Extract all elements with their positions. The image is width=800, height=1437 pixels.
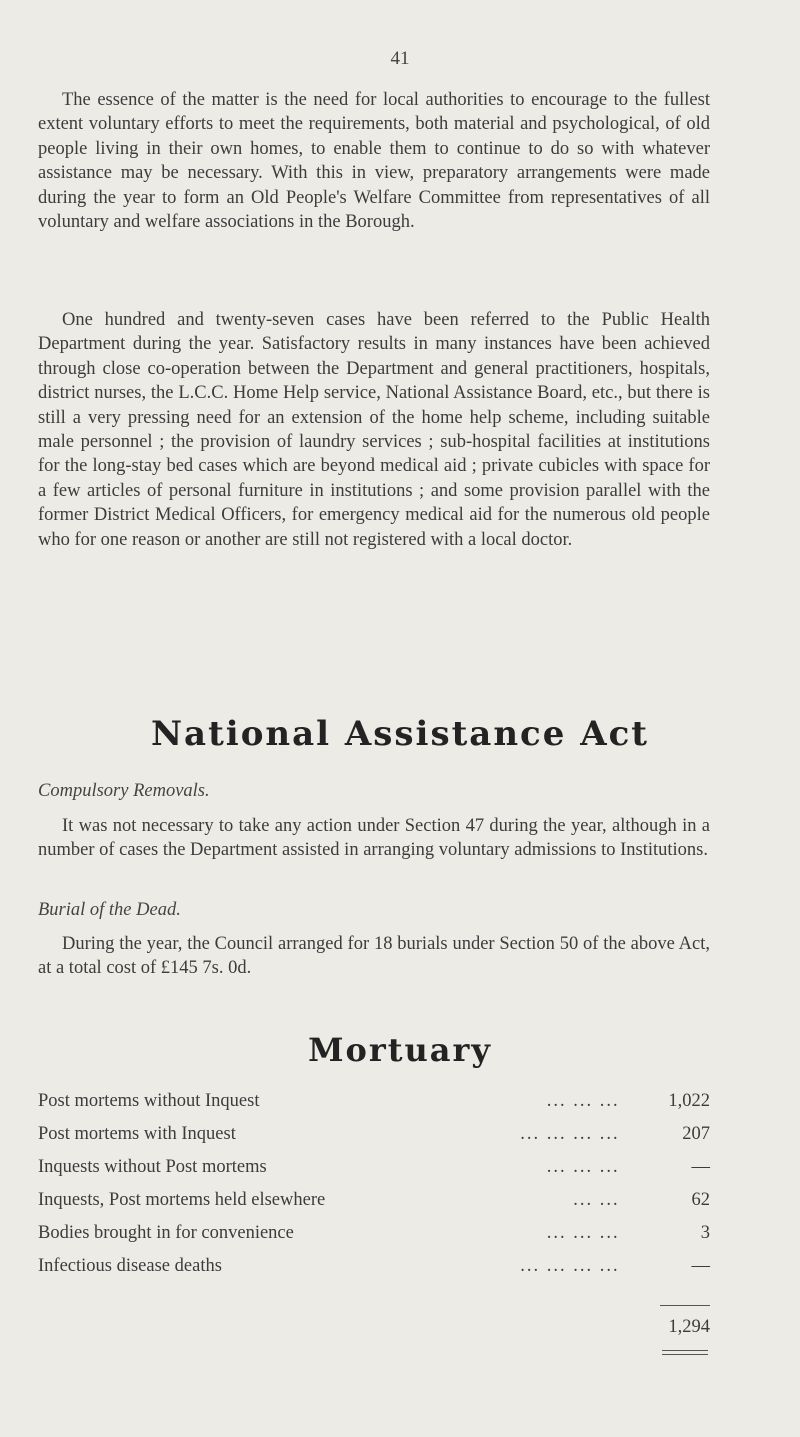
table-row bbox=[38, 1190, 710, 1223]
row-value: — bbox=[691, 1256, 710, 1276]
row-label: Post mortems with Inquest bbox=[38, 1124, 236, 1144]
table-row bbox=[38, 1091, 710, 1124]
mortuary-total: 1,294 bbox=[668, 1317, 710, 1337]
double-rule-top bbox=[662, 1350, 708, 1351]
leader-dots: ... ... bbox=[573, 1190, 620, 1210]
table-row bbox=[38, 1223, 710, 1256]
row-label: Infectious disease deaths bbox=[38, 1256, 222, 1276]
table-row bbox=[38, 1256, 710, 1289]
leader-dots: ... ... ... bbox=[546, 1157, 620, 1177]
section-heading-national-assistance: National Assistance Act bbox=[150, 714, 650, 754]
table-row bbox=[38, 1124, 710, 1157]
row-label: Inquests, Post mortems held elsewhere bbox=[38, 1190, 326, 1210]
page-number: 41 bbox=[390, 48, 410, 69]
mortuary-table bbox=[38, 1091, 710, 1289]
row-value: 207 bbox=[682, 1124, 710, 1144]
row-label: Bodies brought in for convenience bbox=[38, 1223, 294, 1243]
row-value: 3 bbox=[700, 1223, 710, 1243]
leader-dots: ... ... ... bbox=[546, 1091, 620, 1111]
row-label: Post mortems without Inquest bbox=[38, 1091, 260, 1111]
paragraph-old-people: The essence of the matter is the need for local authorities to encourage to the fullest extent voluntary efforts to meet the requirements, both material and psychological, of old people living in their own homes, to enable them to continue to do so with whatever assistance may be necessary. With this in view, preparatory arrangements were made during the year to form an Old People's Welfare Committee from representatives of all voluntary and welfare associations in the Borough. bbox=[38, 90, 710, 233]
leader-dots: ... ... ... ... bbox=[520, 1124, 620, 1144]
row-label: Inquests without Post mortems bbox=[38, 1157, 267, 1177]
leader-dots: ... ... ... ... bbox=[520, 1256, 620, 1276]
row-value: 1,022 bbox=[668, 1091, 710, 1111]
paragraph-burial-of-the-dead: During the year, the Council arranged for 18 burials under Section 50 of the above Act, at a total cost of £145 7s. 0d. bbox=[38, 934, 710, 979]
double-rule-bottom bbox=[662, 1354, 708, 1355]
row-value: 62 bbox=[691, 1190, 710, 1210]
table-row bbox=[38, 1157, 710, 1190]
subheading-burial-of-the-dead: Burial of the Dead. bbox=[38, 900, 181, 920]
total-rule bbox=[660, 1305, 710, 1306]
paragraph-cases-referred: One hundred and twenty-seven cases have been referred to the Public Health Department during the year. Satisfactory results in many instances have been achieved through close co-operation between the Department and general practitioners, hospitals, district nurses, the L.C.C. Home Help service, National Assistance Board, etc., but there is still a very pressing need for an extension of the home help scheme, including suitable male personnel ; the provision of laundry services ; sub-hospital facilities at institutions for the long-stay bed cases which are beyond medical aid ; private cubicles with space for a few articles of personal furniture in institutions ; and some provision parallel with the former District Medical Officers, for emergency medical aid for the numerous old people who for one reason or another are still not registered with a local doctor. bbox=[38, 310, 710, 550]
subheading-compulsory-removals: Compulsory Removals. bbox=[38, 781, 210, 801]
paragraph-compulsory-removals: It was not necessary to take any action under Section 47 during the year, although in a number of cases the Department assisted in arranging voluntary admissions to Institutions. bbox=[38, 816, 710, 861]
leader-dots: ... ... ... bbox=[546, 1223, 620, 1243]
row-value: — bbox=[691, 1157, 710, 1177]
section-heading-mortuary: Mortuary bbox=[308, 1031, 492, 1069]
